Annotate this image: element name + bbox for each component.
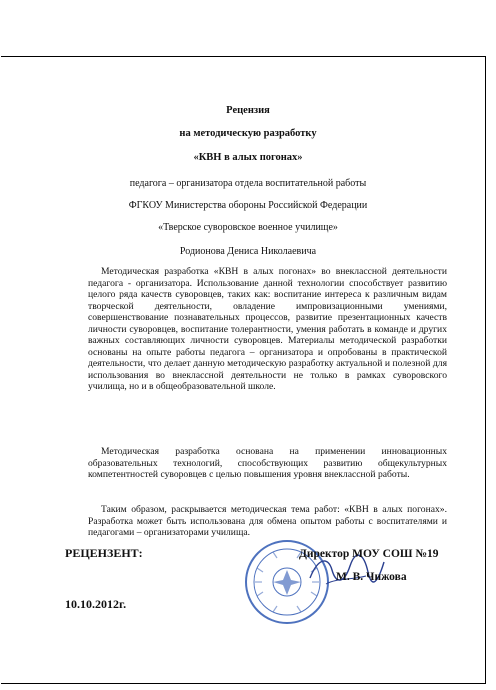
body-paragraph: Методическая разработка основана на применении инновационных образовательных технологий, способствующих развитию общекультурных компетентностей суворовцев с целью повышения уровня внеклассной работы. bbox=[88, 446, 447, 480]
work-title: «КВН в алых погонах» bbox=[193, 152, 303, 163]
document-subtitle: на методическую разработку bbox=[179, 128, 317, 139]
document-title: Рецензия bbox=[226, 105, 270, 116]
reviewer-label: РЕЦЕНЗЕНТ: bbox=[65, 546, 143, 560]
director-title: Директор МОУ СОШ №19 bbox=[299, 548, 439, 560]
director-name: М. В. Чижова bbox=[336, 571, 407, 583]
body-paragraph: Таким образом, раскрывается методическая тема работ: «КВН в алых погонах». Разработка может быть использована для обмена опытом работы с воспитателями и педагогами – организаторами училища. bbox=[88, 504, 447, 538]
organization-name: ФГКОУ Министерства обороны Российской Федерации bbox=[128, 200, 368, 211]
author-name: Родионова Дениса Николаевича bbox=[179, 246, 317, 257]
body-paragraph: Методическая разработка «КВН в алых погонах» во внеклассной деятельности педагога - организатора. Использование данной технологии способствует развитию целого ряда качеств суворовцев, таких как: воспитание интереса к различным видам творческой деятельности, овладение импровизационными умениями, совершенствование познавательных процессов, развитие презентационных качеств личности суворовцев, воспитание толерантности, умения работать в команде и других важных составляющих личности суворовцев. Материалы методической разработки основаны на опыте работы педагога – организатора и опробованы в практической деятельности, что делает данную методическую разработку актуальной и полезной для использования во внеклассной деятельности не только в рамках суворовского училища, но и в общеобразовательной школе. bbox=[88, 266, 447, 392]
review-date: 10.10.2012г. bbox=[65, 597, 127, 611]
author-position: педагога – организатора отдела воспитательной работы bbox=[129, 178, 367, 189]
school-name: «Тверское суворовское военное училище» bbox=[158, 222, 338, 233]
